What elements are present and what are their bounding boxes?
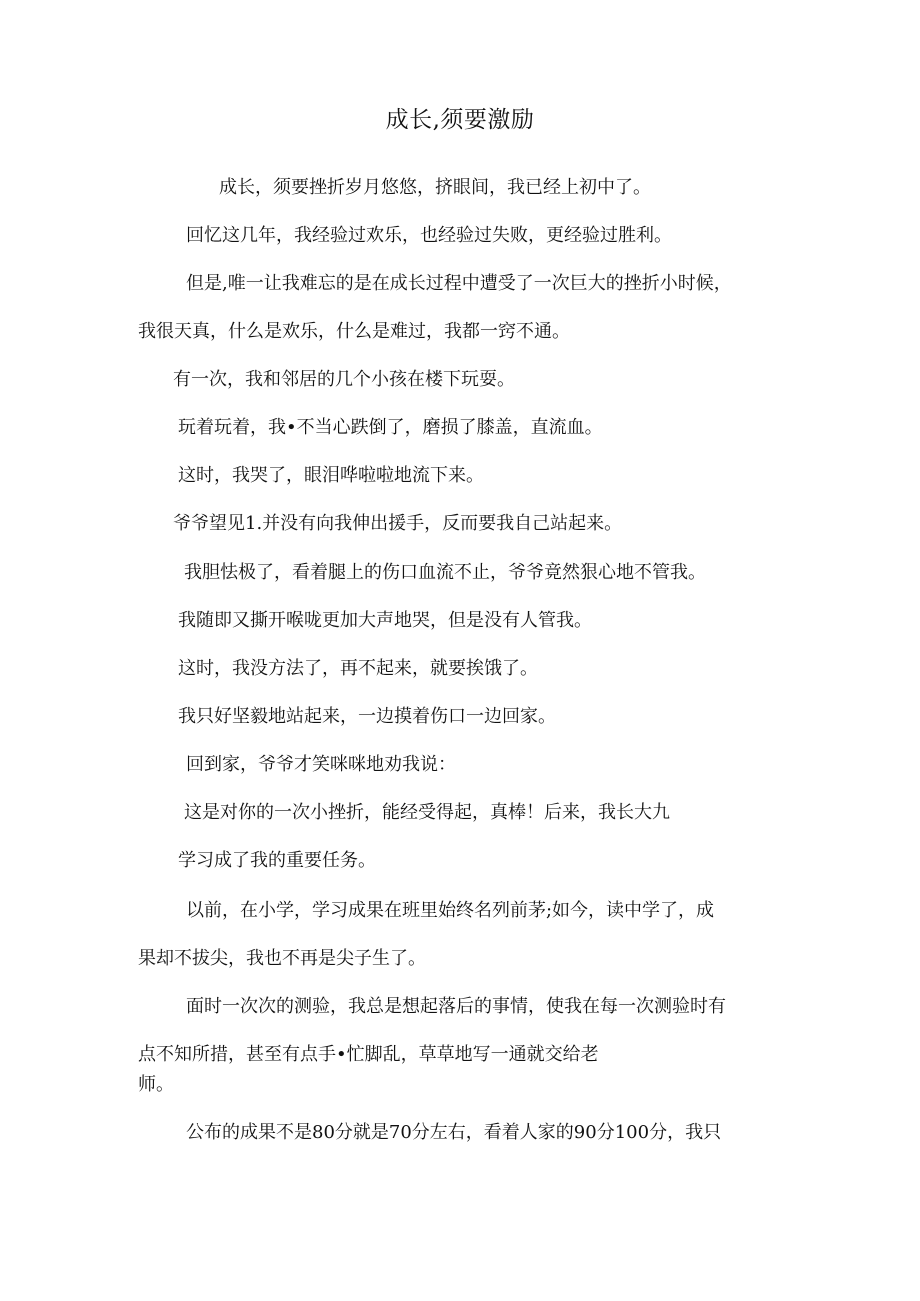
- paragraph-line: 这时，我哭了，眼泪哗啦啦地流下来。: [178, 465, 484, 486]
- paragraph-line: 回到家，爷爷才笑咪咪地劝我说：: [186, 754, 456, 775]
- paragraph-line: 师。: [138, 1074, 174, 1095]
- paragraph-line: 我很天真，什么是欢乐，什么是难过，我都一窍不通。: [138, 321, 570, 342]
- paragraph-line: 面时一次次的测验，我总是想起落后的事情，使我在每一次测验时有: [186, 996, 726, 1017]
- paragraph-line: 我胆怯极了，看着腿上的伤口血流不止，爷爷竟然狠心地不管我。: [184, 562, 706, 583]
- paragraph-line: 成长，须要挫折岁月悠悠，挤眼间，我已经上初中了。: [219, 177, 651, 198]
- paragraph-line: 爷爷望见1.并没有向我伸出援手，反而要我自己站起来。: [173, 513, 623, 534]
- paragraph-line: 公布的成果不是80分就是70分左右，看着人家的90分100分，我只: [186, 1122, 722, 1143]
- paragraph-line: 我只好坚毅地站起来，一边摸着伤口一边回家。: [178, 706, 556, 727]
- paragraph-line: 这是对你的一次小挫折，能经受得起，真棒！后来，我长大九: [184, 802, 670, 823]
- paragraph-line: 学习成了我的重要任务。: [178, 850, 376, 871]
- paragraph-line: 果却不拔尖，我也不再是尖子生了。: [138, 948, 426, 969]
- paragraph-line: 但是,唯一让我难忘的是在成长过程中遭受了一次巨大的挫折小时候，: [186, 273, 732, 294]
- paragraph-line: 玩着玩着，我•不当心跌倒了，磨损了膝盖，直流血。: [178, 417, 603, 438]
- paragraph-line: 点不知所措，甚至有点手•忙脚乱，草草地写一通就交给老: [138, 1044, 599, 1065]
- paragraph-line: 我随即又撕开喉咙更加大声地哭，但是没有人管我。: [178, 610, 592, 631]
- paragraph-line: 这时，我没方法了，再不起来，就要挨饿了。: [178, 658, 538, 679]
- document-title: 成长,须要激励: [385, 107, 535, 133]
- paragraph-line: 有一次，我和邻居的几个小孩在楼下玩耍。: [173, 369, 515, 390]
- paragraph-line: 以前，在小学，学习成果在班里始终名列前茅;如今，读中学了，成: [186, 900, 715, 921]
- paragraph-line: 回忆这几年，我经验过欢乐，也经验过失败，更经验过胜利。: [186, 225, 672, 246]
